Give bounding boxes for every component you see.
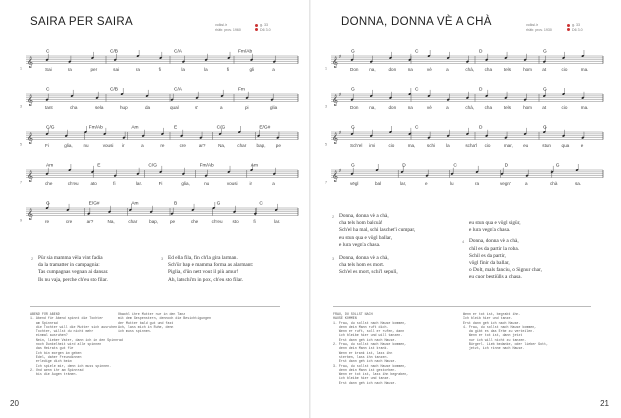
translation-line: 1. Abend für Abend spinnt die Tochter xyxy=(30,316,104,321)
lyric-syllable: cio xyxy=(561,105,568,111)
translation-line: da gibt es das Erbe zu verteilen. xyxy=(463,329,535,334)
lyric-syllable: nu xyxy=(83,143,89,149)
translation-line: 4. Frau, du sollst nach Hause kommen, xyxy=(463,324,537,329)
lyric-syllable: re xyxy=(160,143,165,149)
music-notation xyxy=(323,48,608,208)
lyric-syllable: fi xyxy=(226,67,230,73)
lyric-syllable: che xyxy=(190,219,199,225)
source-line: rhätr. prov. 1960 xyxy=(215,27,241,32)
translation-line: sterben, lass ihn tanzen. xyxy=(333,354,389,359)
chord-symbol: D xyxy=(479,87,483,93)
chord-symbol: Fm xyxy=(238,87,245,93)
bullet-icon xyxy=(255,28,258,31)
lyric-syllable: ra xyxy=(475,181,480,187)
verse-line: cha tels hom balcuà! xyxy=(339,220,383,227)
translation-line: nur ich will nicht zu tanzen. xyxy=(463,337,527,342)
chord-symbol: C/B xyxy=(110,87,118,93)
lyric-syllable: don xyxy=(388,105,397,111)
verse-number: 3 xyxy=(161,256,164,261)
staff-system xyxy=(325,125,603,149)
line-number: 1 xyxy=(325,66,327,71)
lyric-syllable: na xyxy=(407,67,413,73)
verse-line: Piglia, d'ün nett vout il più amur! xyxy=(168,269,239,276)
song-title: DONNA, DONNA VÈ A CHÀ xyxy=(341,16,492,28)
song-title: SAIRA PER SAIRA xyxy=(30,16,133,28)
translation-line: Ich spiele mir, denn ich muss spinnen. xyxy=(30,363,112,368)
lyric-syllable: che xyxy=(45,181,53,187)
verse-line: Schil es da partir, xyxy=(469,252,506,259)
translation-line: das Heirats gut für xyxy=(30,346,74,351)
key-sharp-icon: ♯ xyxy=(339,91,341,97)
translation-line: Edel, daher Freundinnen xyxy=(30,354,82,359)
lyric-syllable: cha xyxy=(484,67,493,73)
verse-line: eu cuor bestiülls a chasa. xyxy=(469,274,522,281)
lyric-syllable: a xyxy=(446,67,449,73)
treble-clef-icon: 𝄞 xyxy=(27,94,33,106)
chord-symbol: G xyxy=(351,163,355,169)
chord-symbol: G xyxy=(543,49,547,55)
translation-line: Wenn er tot ist, lass ihn begraben, xyxy=(333,372,409,377)
lyric-syllable: hom xyxy=(523,105,533,111)
lyric-syllable: fi xyxy=(253,219,256,225)
song-source-info xyxy=(526,23,552,32)
chord-symbol: C xyxy=(415,49,419,55)
translation-line: ABEND FÜR ABEND xyxy=(30,312,60,316)
lyric-syllable: Sai xyxy=(45,67,52,73)
lyric-syllable: sto xyxy=(232,219,239,225)
page-number: 20 xyxy=(10,399,19,408)
lyric-syllable: cha xyxy=(484,105,493,111)
lyric-syllable: fi xyxy=(158,67,161,73)
lyric-syllable: glia, xyxy=(181,181,190,187)
verse-line: da la tramatter in campagnia: xyxy=(38,262,100,269)
lyric-syllable: lar, xyxy=(400,181,407,187)
source-line: rhätr. prov. 1930 xyxy=(526,27,552,32)
translation-line: Ich bin morgen im geben xyxy=(30,350,82,355)
lyric-syllable: eu xyxy=(523,143,529,149)
staff-system xyxy=(325,87,603,111)
translation-line: jetzt, ich rinne nach Hause. xyxy=(463,346,525,351)
verse-line: Donna, donna vè a chà, xyxy=(469,238,519,245)
translation-line: 1. Frau, du sollst nach Hause kommen, xyxy=(333,320,407,325)
lyric-syllable: a xyxy=(141,143,144,149)
lyric-syllable: per xyxy=(90,67,98,73)
lyric-syllable: qua xyxy=(561,143,570,149)
chord-symbol: C xyxy=(46,49,50,55)
verse-line: Ils nu vaja, perche ch'eu sto filar. xyxy=(38,276,108,283)
lyric-syllable: re xyxy=(45,219,50,225)
verse-line: o Dolt, mals fanciu, o Signur char, xyxy=(469,267,542,274)
verse-line: e lura vegn'a chasa. xyxy=(469,227,511,234)
lyric-syllable: sai xyxy=(113,67,120,73)
lyric-syllable: mar, xyxy=(503,143,513,149)
key-sharp-icon: ♯ xyxy=(339,129,341,135)
lyric-syllable: la xyxy=(446,143,450,149)
lyric-syllable: don xyxy=(388,67,397,73)
verse-number: 2 xyxy=(332,214,335,219)
translation-line: ich bleibe hier und tanze. xyxy=(333,376,391,381)
key-sharp-icon: ♯ xyxy=(339,53,341,59)
translation-line: 2. Und wenn ihr am Spinnrad xyxy=(30,367,84,372)
staff-system xyxy=(20,201,298,225)
music-notation xyxy=(18,48,303,248)
song-source-info xyxy=(215,23,241,32)
lyric-syllable: ir xyxy=(249,181,253,187)
verse-line: Tas cumpagnas vegnan ai dansar. xyxy=(38,269,109,276)
verse-line: Sch'el es mort, schi'l sepulì, xyxy=(339,269,398,276)
chord-symbol: C xyxy=(415,87,419,93)
translation-column-2 xyxy=(118,312,211,333)
translation-line: Obwohl ihre Mutter nur in den Tanz xyxy=(118,312,186,316)
line-number: 5 xyxy=(325,142,327,147)
translation-line: Wenn er krank ist, lass ihn xyxy=(333,350,393,355)
translation-column-2 xyxy=(463,312,548,351)
verse-line: Ed ella fila, fin ch'la gira larman. xyxy=(168,255,238,261)
translation-line: 2. Frau, du sollst nach Hause kommen, xyxy=(333,342,407,347)
lyric-syllable: lar. xyxy=(135,181,143,187)
translation-line: ich bleibe hier und will tanzen. xyxy=(333,333,403,338)
divider xyxy=(30,306,280,307)
translation-line: Bürgerl. Lieb bedanke, oder lieber Gott, xyxy=(463,342,549,347)
translation-line: einmal ausruhen? xyxy=(30,333,68,338)
chord-symbol: Am xyxy=(131,125,139,131)
translation-line: Ach, lass mich in Ruhe, denn xyxy=(118,324,174,329)
lyric-syllable: Don xyxy=(350,105,359,111)
lyric-syllable: hup xyxy=(120,105,128,111)
chord-symbol: D xyxy=(402,163,406,169)
chord-symbol: C/G xyxy=(216,125,226,131)
chord-symbol: E xyxy=(174,125,178,131)
lyric-syllable: imi xyxy=(369,143,376,149)
staff-system xyxy=(325,163,603,187)
song-reference-info: g. 33 D6 3.0 xyxy=(255,23,271,32)
line-number: 1 xyxy=(20,66,22,71)
lyric-syllable: vousi xyxy=(102,143,114,149)
lyric-syllable: cre xyxy=(65,219,73,225)
lyric-syllable: vegn' xyxy=(500,181,511,187)
staff-system xyxy=(20,49,298,73)
staff-system xyxy=(325,49,603,73)
treble-clef-icon: 𝄞 xyxy=(27,170,33,182)
lyric-syllable: sela xyxy=(95,105,104,111)
lyric-syllable: ma. xyxy=(580,67,589,73)
source-line: volksl.ir xyxy=(526,23,538,27)
chord-symbol: C/A xyxy=(174,49,182,55)
lyric-syllable: s' xyxy=(195,105,199,111)
lyric-syllable: a xyxy=(220,105,223,111)
chord-symbol: G xyxy=(216,201,221,207)
staff-system xyxy=(20,125,298,149)
verse-block-3 xyxy=(161,255,254,290)
verse-line: chìl es da partir la roba. xyxy=(469,245,520,252)
verse-line: Sch'el ha mal, schi laschet'i cumpar, xyxy=(339,227,416,234)
chord-symbol: C/G xyxy=(148,163,157,169)
lyric-syllable: na, xyxy=(369,105,376,111)
translation-line: 3. Frau, du sollst nach Hause kommen, xyxy=(333,363,407,368)
translation-line: Erst dann geh ich nach Hause. xyxy=(333,359,397,364)
lyric-syllable: tels xyxy=(503,67,512,73)
bullet-icon xyxy=(567,28,570,31)
lyric-syllable: na xyxy=(407,105,413,111)
left-page xyxy=(0,0,310,418)
chord-symbol: Fm/Ab xyxy=(199,163,214,169)
translation-line: Wenn er tot ist, dann jetzt xyxy=(463,333,523,338)
lyric-syllable: hom xyxy=(523,67,533,73)
lyric-syllable: vè xyxy=(426,105,432,111)
chord-symbol: B xyxy=(174,201,178,207)
lyric-syllable: bap, xyxy=(256,143,266,149)
page-number: 21 xyxy=(600,399,609,408)
chord-symbol: Am xyxy=(46,163,54,169)
chord-symbol: E/G# xyxy=(259,125,271,131)
lyric-syllable: e xyxy=(425,181,428,187)
lyric-syllable: Na, xyxy=(107,219,115,225)
verse-line: Donna, donna vè a chà, xyxy=(339,213,389,219)
lyric-syllable: chà, xyxy=(465,67,475,73)
lyric-syllable: Na, xyxy=(218,143,226,149)
lyric-syllable: vëgl xyxy=(350,181,359,187)
lyric-syllable: vousi xyxy=(226,181,238,187)
treble-clef-icon: 𝄞 xyxy=(332,94,338,106)
verse-block-2 xyxy=(332,213,416,283)
translation-line: erledige dich beim xyxy=(30,359,72,364)
lyric-syllable: stun xyxy=(542,143,551,149)
treble-clef-icon: 𝄞 xyxy=(27,132,33,144)
lyric-syllable: schi xyxy=(426,143,436,149)
translation-line: bis die Augen tränen. xyxy=(30,372,78,377)
lyric-syllable: lu xyxy=(450,181,454,187)
chord-symbol: G xyxy=(46,201,50,207)
chord-symbol: E/G# xyxy=(88,201,100,207)
chord-symbol: Fm/Ab xyxy=(238,49,253,55)
lyric-syllable: pe xyxy=(275,143,281,149)
lyric-syllable: chà xyxy=(550,181,558,187)
lyric-syllable: Fi xyxy=(45,143,49,149)
line-number: 3 xyxy=(20,104,22,109)
lyric-syllable: tels xyxy=(503,105,512,111)
lyric-syllable: ma, xyxy=(407,143,416,149)
lyric-syllable: bap, xyxy=(149,219,159,225)
lyric-syllable: Fi xyxy=(158,181,163,187)
lyric-syllable: cre xyxy=(179,143,187,149)
verse-line: Donna, donna vè a chà, xyxy=(339,255,389,262)
verse-line: e lura vegn'a chasa. xyxy=(339,241,381,248)
verse-line: eu stun qua e vögl ballar, xyxy=(339,234,393,241)
verse-line: Ah, latschi'm in pox, ch'eu sto filar. xyxy=(168,276,244,283)
translation-line: der Mutter bald gut und fast xyxy=(118,320,174,325)
verse-line: cha tels hom es mort. xyxy=(339,262,385,269)
translation-line: Tochter, willst du nicht mehr xyxy=(30,329,94,334)
translation-line: denn dein Mann ruft dich. xyxy=(333,324,389,329)
staff-system xyxy=(20,163,298,187)
lyric-syllable: e xyxy=(580,143,584,149)
lyric-syllable: cha xyxy=(70,105,78,111)
lyric-syllable: ch'eu xyxy=(211,219,223,225)
key-sharp-icon: ♯ xyxy=(339,167,341,173)
treble-clef-icon: 𝄞 xyxy=(27,208,33,220)
lyric-syllable: a xyxy=(525,181,528,187)
verse-line: vögl finir da ballar, xyxy=(469,260,510,267)
lyric-syllable: cio xyxy=(388,143,395,149)
lyric-syllable: ma. xyxy=(580,105,589,111)
lyric-syllable: ra xyxy=(135,67,141,73)
verse-number: 3 xyxy=(332,256,335,262)
line-number: 7 xyxy=(20,180,22,185)
lyric-syllable: la xyxy=(181,67,185,73)
chord-symbol: D xyxy=(504,163,509,169)
bullet-icon xyxy=(567,24,570,27)
lyric-syllable: lar. xyxy=(274,219,281,225)
lyric-syllable: at xyxy=(542,67,547,73)
treble-clef-icon: 𝄞 xyxy=(332,56,338,68)
translation-column-1 xyxy=(30,312,123,376)
translation-line: Ich bleib hier und tanze. xyxy=(463,316,513,321)
verse-block-3 xyxy=(462,220,542,288)
lyric-syllable: nu xyxy=(204,181,210,187)
song-reference-info: g. 33 D6 3.0 xyxy=(567,23,583,32)
lyric-syllable: a xyxy=(272,181,275,187)
lyric-syllable: chà, xyxy=(465,105,475,111)
lyric-syllable: ar? xyxy=(86,219,94,225)
verse-line: Sch'ür bap e mamma forma as alarmant: xyxy=(168,262,254,269)
line-number: 7 xyxy=(325,180,327,185)
lyric-syllable: ato xyxy=(90,181,97,187)
lyric-syllable: scha'l xyxy=(465,143,477,149)
lyric-syllable: at xyxy=(542,105,547,111)
lyric-syllable: na, xyxy=(369,67,376,73)
verse-number: 4 xyxy=(462,239,465,245)
lyric-syllable: qual xyxy=(170,105,179,111)
chord-symbol: C xyxy=(46,87,50,93)
translation-line: FRAU, DU SOLLST NACH xyxy=(333,312,373,316)
chord-symbol: C/G xyxy=(46,125,55,131)
lyric-syllable: a xyxy=(272,67,275,73)
chord-symbol: G xyxy=(543,125,547,131)
translation-column-1 xyxy=(333,312,408,385)
treble-clef-icon: 𝄞 xyxy=(332,132,338,144)
divider xyxy=(333,306,591,307)
lyric-syllable: gli xyxy=(249,67,255,73)
verse-line: Pür sia mamma vëla vint fadia xyxy=(38,255,103,261)
translation-line: ich muss spinnen. xyxy=(118,329,152,334)
chord-symbol: Fm/Ab xyxy=(88,125,103,131)
translation-line: Wenn er ruft, soll er rufen, dann xyxy=(333,329,405,334)
chord-symbol: G xyxy=(351,87,355,93)
lyric-syllable: ra xyxy=(67,67,72,73)
lyric-syllable: char xyxy=(237,143,247,149)
chord-symbol: Am xyxy=(131,201,139,207)
line-number: 9 xyxy=(20,218,22,223)
right-page xyxy=(311,0,621,418)
lyric-syllable: ir xyxy=(121,143,125,149)
chord-symbol: D xyxy=(479,125,483,131)
lyric-syllable: vè xyxy=(426,67,432,73)
lyric-syllable: pi xyxy=(245,105,249,111)
chord-symbol: Am xyxy=(250,163,259,169)
line-number: 3 xyxy=(325,104,327,109)
lyric-syllable: Don xyxy=(350,67,359,73)
chord-symbol: C xyxy=(259,201,263,207)
treble-clef-icon: 𝄞 xyxy=(27,56,33,68)
lyric-syllable: bal xyxy=(375,181,382,187)
translation-line: denn dein Mann ist krank. xyxy=(333,346,389,351)
chord-symbol: E xyxy=(97,163,101,169)
chord-symbol: G xyxy=(543,87,547,93)
chord-symbol: C/B xyxy=(110,49,118,55)
chord-symbol: G xyxy=(351,49,355,55)
lyric-syllable: cio xyxy=(484,143,491,149)
lyric-syllable: glia xyxy=(270,105,278,111)
lyric-syllable: a xyxy=(446,105,449,111)
lyric-syllable: glia, xyxy=(64,143,73,149)
lyric-syllable: ar? xyxy=(198,143,206,149)
verse-block-2 xyxy=(31,255,109,290)
chord-symbol: C/A xyxy=(174,87,182,93)
chord-symbol: G xyxy=(351,125,355,131)
translation-line: Wenn er tot ist, begrabt ihn. xyxy=(463,312,521,316)
treble-clef-icon: 𝄞 xyxy=(332,170,338,182)
translation-line: Nein, lieber Vater, dann ich in den Spinnrad xyxy=(30,337,123,342)
lyric-syllable: tant xyxy=(45,105,53,111)
chord-symbol: D xyxy=(479,49,483,55)
lyric-syllable: pe xyxy=(170,219,176,225)
translation-line: noch Dunkelheit wird alle spinnen xyxy=(30,342,102,347)
chord-symbol: C xyxy=(453,163,457,169)
translation-line: denn dein Mann ist gestorben. xyxy=(333,367,397,372)
staff-system xyxy=(20,87,298,111)
translation-line: die Tochter will die Mutter sich ausruhen xyxy=(30,324,118,329)
lyric-syllable: ch'eu xyxy=(67,181,79,187)
translation-line: Erst dann geh ich nach Hause. xyxy=(333,337,397,342)
lyric-syllable: la xyxy=(204,67,208,73)
chord-symbol: C xyxy=(415,125,419,131)
lyric-syllable: Sch'el xyxy=(350,143,363,149)
line-number: 5 xyxy=(20,142,22,147)
lyric-syllable: fi xyxy=(113,181,116,187)
translation-line: am Spinnrad xyxy=(30,320,58,325)
bullet-icon xyxy=(255,24,258,27)
lyric-syllable: sa. xyxy=(575,181,582,187)
translation-line: mit dem Gespenstern, dennoch die Besichtigungen xyxy=(118,316,211,321)
translation-line: Erst dann geh ich nach Hause. xyxy=(333,380,397,385)
lyric-syllable: char xyxy=(128,219,138,225)
lyric-syllable: cio xyxy=(561,67,568,73)
lyric-syllable: da xyxy=(145,105,151,111)
verse-line: eu stun qua e vögl sigür, xyxy=(469,220,521,226)
source-line: volksl.ir xyxy=(215,23,227,27)
verse-number: 2 xyxy=(31,256,34,261)
translation-line: Erst dann geh ich nach Hause. xyxy=(463,320,521,325)
translation-line: HAUSE KOMMEN xyxy=(333,316,357,321)
chord-symbol: G xyxy=(555,163,560,169)
